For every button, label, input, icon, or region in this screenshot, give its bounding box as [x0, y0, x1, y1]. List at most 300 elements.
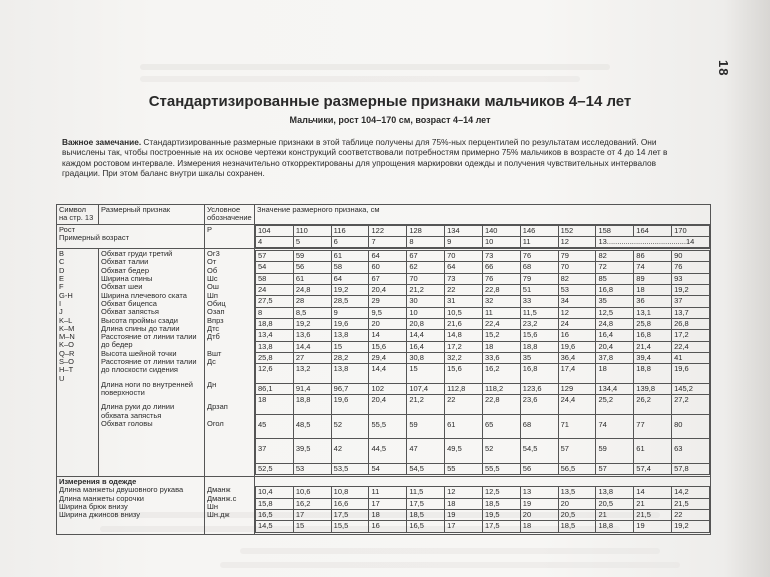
- value-cell: 54: [369, 463, 407, 474]
- value-cell: 22,8: [482, 395, 520, 415]
- value-cell: 86: [634, 251, 672, 262]
- value-cell: 53: [558, 285, 596, 296]
- value-cell: 139,8: [634, 383, 672, 394]
- value-cell: 21,5: [672, 498, 710, 509]
- value-cell: 21,4: [634, 341, 672, 352]
- value-cell: 12,5: [596, 307, 634, 318]
- values-grid: [255, 250, 710, 475]
- value-cell: 19,6: [331, 395, 369, 415]
- value-cell: 56: [293, 262, 331, 273]
- value-cell: 17,5: [407, 498, 445, 509]
- age-cell: 11: [520, 236, 558, 247]
- value-cell: 24,8: [293, 285, 331, 296]
- value-cell: 16,2: [293, 498, 331, 509]
- value-cell: 70: [445, 251, 483, 262]
- symbol-cell: M–N: [59, 332, 75, 342]
- value-cell: 17,2: [672, 330, 710, 341]
- age-cell: 7: [369, 236, 407, 247]
- age-cell: 4: [256, 236, 294, 247]
- value-cell: 19,5: [482, 510, 520, 521]
- value-cell: 29: [369, 296, 407, 307]
- header-code: Условное обозначение: [205, 205, 255, 225]
- value-cell: 36: [634, 296, 672, 307]
- value-cell: 62: [407, 262, 445, 273]
- value-cell: 64: [369, 251, 407, 262]
- value-cell: 19,6: [331, 318, 369, 329]
- value-cell: 118,2: [482, 383, 520, 394]
- symbol-cell: H–T: [59, 365, 74, 375]
- table-header: [57, 205, 711, 225]
- value-cell: 18: [369, 510, 407, 521]
- feature-code: Дн: [207, 379, 217, 389]
- value-cell: 8,5: [293, 307, 331, 318]
- bleed-through-text: [140, 64, 610, 70]
- value-cell: 13,2: [293, 364, 331, 384]
- value-cell: 59: [407, 414, 445, 439]
- value-cell: 18: [596, 364, 634, 384]
- value-cell: 41: [672, 352, 710, 363]
- feature-name: Ширина плечевого ската: [101, 290, 187, 300]
- value-cell: 44,5: [369, 439, 407, 464]
- value-cell: 19,2: [672, 521, 710, 532]
- symbol-cell: C: [59, 257, 65, 267]
- code-column: [207, 250, 252, 428]
- feature-name: Длина руки до линии обхвата запястья: [101, 402, 175, 420]
- value-cell: 51: [520, 285, 558, 296]
- value-cell: 14: [369, 330, 407, 341]
- value-cell: 102: [369, 383, 407, 394]
- value-cell: 19,6: [558, 341, 596, 352]
- value-cell: 56,5: [558, 463, 596, 474]
- feature-name: Обхват груди третий: [101, 249, 173, 259]
- value-cell: 10,6: [293, 487, 331, 498]
- value-cell: 55,5: [482, 463, 520, 474]
- value-cell: 18,8: [596, 521, 634, 532]
- value-cell: 33: [520, 296, 558, 307]
- value-cell: 54,5: [407, 463, 445, 474]
- growth-row: [57, 224, 711, 249]
- value-cell: 15,5: [331, 521, 369, 532]
- value-cell: 39,5: [293, 439, 331, 464]
- value-cell: 12,5: [482, 487, 520, 498]
- value-cell: 32: [482, 296, 520, 307]
- value-cell: 112,8: [445, 383, 483, 394]
- value-cell: 17,4: [558, 364, 596, 384]
- value-cell: 59: [293, 251, 331, 262]
- value-cell: 25,2: [596, 395, 634, 415]
- value-cell: 20: [369, 318, 407, 329]
- table-row: [256, 285, 710, 296]
- value-cell: 17,5: [331, 510, 369, 521]
- age-cell: 8: [407, 236, 445, 247]
- growth-label: Рост: [59, 224, 76, 234]
- value-cell: 14,4: [369, 364, 407, 384]
- value-cell: 16,5: [256, 510, 294, 521]
- value-cell: 13: [520, 487, 558, 498]
- value-cell: 45: [256, 414, 294, 439]
- value-cell: 15: [407, 364, 445, 384]
- garment-values-grid: [255, 486, 710, 532]
- value-cell: 18,5: [558, 521, 596, 532]
- value-cell: 61: [331, 251, 369, 262]
- value-cell: 65: [482, 414, 520, 439]
- feature-code: Об: [207, 265, 218, 275]
- value-cell: 15: [293, 521, 331, 532]
- header-symbol: Символ на стр. 13: [57, 205, 99, 225]
- value-cell: 22,4: [482, 318, 520, 329]
- age-cell: 5: [293, 236, 331, 247]
- feature-code: Обиц: [207, 298, 226, 308]
- feature-column: [101, 250, 202, 428]
- feature-name: Длина ноги по внутренней поверхности: [101, 379, 193, 397]
- note-text: Стандартизированные размерные признаки в этой таблице получены для 75%-ных перцентилей по результатам исследований. Они вычислены так, чтобы построенные на их основе чертежи конструкций соответствовали потребностям примерно 75% мальчиков в возрасте от 4 до 14 лет в каждом ростовом интервале. Измерения незначительно откорректированы для упрощения маркировки одежды и получения чувствительных интервалов градации. При этом баланс внутри шкалы сохранен.: [62, 137, 668, 179]
- table-row: [256, 262, 710, 273]
- value-cell: 96,7: [331, 383, 369, 394]
- header-values: Значение размерного признака, см: [255, 205, 711, 225]
- table-row: [256, 364, 710, 384]
- value-cell: 20: [520, 510, 558, 521]
- value-cell: 76: [520, 251, 558, 262]
- table-row: [256, 510, 710, 521]
- value-cell: 18,5: [407, 510, 445, 521]
- value-cell: 76: [672, 262, 710, 273]
- value-cell: 24,8: [596, 318, 634, 329]
- feature-name: Ширина спины: [101, 274, 153, 284]
- value-cell: 29,4: [369, 352, 407, 363]
- value-cell: 19,2: [293, 318, 331, 329]
- value-cell: 54: [256, 262, 294, 273]
- bleed-through-text: [240, 548, 660, 554]
- value-cell: 22,4: [672, 341, 710, 352]
- value-cell: 129: [558, 383, 596, 394]
- value-cell: 13,4: [256, 330, 294, 341]
- symbol-cell: G-H: [59, 290, 73, 300]
- height-cell: 158: [596, 225, 634, 236]
- table-row: [256, 383, 710, 394]
- value-cell: 27,2: [672, 395, 710, 415]
- important-note: [62, 137, 680, 179]
- page-number: 18: [716, 60, 731, 77]
- value-cell: 17: [369, 498, 407, 509]
- value-cell: 21,2: [407, 395, 445, 415]
- value-cell: 25,8: [256, 352, 294, 363]
- value-cell: 74: [634, 262, 672, 273]
- value-cell: 13,5: [558, 487, 596, 498]
- value-cell: 10: [407, 307, 445, 318]
- table-row: [256, 318, 710, 329]
- symbol-cell: K–M: [59, 323, 75, 333]
- value-cell: 54,5: [520, 439, 558, 464]
- value-cell: 61: [445, 414, 483, 439]
- value-cell: 76: [482, 273, 520, 284]
- value-cell: 70: [407, 273, 445, 284]
- value-cell: 20,8: [407, 318, 445, 329]
- feature-code: Озап: [207, 307, 225, 317]
- table-row: [256, 463, 710, 474]
- value-cell: 71: [558, 414, 596, 439]
- value-cell: 77: [634, 414, 672, 439]
- value-cell: 21,6: [445, 318, 483, 329]
- bleed-through-text: [140, 76, 580, 82]
- value-cell: 55: [445, 463, 483, 474]
- feature-code: Дтс: [207, 323, 220, 333]
- value-cell: 30,8: [407, 352, 445, 363]
- feature-code: Дтб: [207, 332, 220, 342]
- value-cell: 22: [672, 510, 710, 521]
- value-cell: 90: [672, 251, 710, 262]
- feature-code: Шп: [207, 290, 218, 300]
- value-cell: 37: [672, 296, 710, 307]
- value-cell: 82: [558, 273, 596, 284]
- feature-code: От: [207, 257, 217, 267]
- table-row: [256, 307, 710, 318]
- feature-name: Высота шейной точки: [101, 348, 177, 358]
- value-cell: 23,2: [520, 318, 558, 329]
- age-range-cell: 13......................................14: [596, 236, 710, 247]
- value-cell: 49,5: [445, 439, 483, 464]
- value-cell: 17: [445, 521, 483, 532]
- symbol-cell: J: [59, 307, 63, 317]
- value-cell: 21,5: [634, 510, 672, 521]
- value-cell: 57,4: [634, 463, 672, 474]
- header-feature: Размерный признак: [99, 205, 205, 225]
- value-cell: 21: [596, 510, 634, 521]
- value-cell: 67: [407, 251, 445, 262]
- value-cell: 145,2: [672, 383, 710, 394]
- value-cell: 24: [558, 318, 596, 329]
- value-cell: 73: [482, 251, 520, 262]
- value-cell: 20,4: [369, 395, 407, 415]
- value-cell: 19: [520, 498, 558, 509]
- feature-name: Обхват головы: [101, 418, 153, 428]
- height-cell: 104: [256, 225, 294, 236]
- height-cell: 140: [482, 225, 520, 236]
- feature-name: Обхват шеи: [101, 282, 143, 292]
- value-cell: 107,4: [407, 383, 445, 394]
- table-row: [256, 521, 710, 532]
- value-cell: 57,8: [672, 463, 710, 474]
- garment-feature-name: Ширина джинсов внизу: [59, 510, 141, 520]
- feature-code: Ош: [207, 282, 219, 292]
- value-cell: 11,5: [520, 307, 558, 318]
- feature-code: Вшт: [207, 348, 222, 358]
- value-cell: 18: [445, 498, 483, 509]
- value-cell: 19,2: [672, 285, 710, 296]
- body-measure-block: [57, 249, 711, 477]
- symbol-cell: E: [59, 274, 65, 284]
- feature-name: Обхват талии: [101, 257, 149, 267]
- value-cell: 16,8: [520, 364, 558, 384]
- value-cell: 42: [331, 439, 369, 464]
- value-cell: 11: [482, 307, 520, 318]
- value-cell: 18,8: [293, 395, 331, 415]
- value-cell: 53: [293, 463, 331, 474]
- value-cell: 79: [520, 273, 558, 284]
- value-cell: 31: [445, 296, 483, 307]
- garment-feature-code: Шн: [207, 502, 219, 512]
- value-cell: 67: [369, 273, 407, 284]
- value-cell: 13,1: [634, 307, 672, 318]
- value-cell: 12,6: [256, 364, 294, 384]
- value-cell: 8: [256, 307, 294, 318]
- garment-section-title: Измерения в одежде: [59, 477, 137, 487]
- value-cell: 57: [596, 463, 634, 474]
- value-cell: 16,5: [407, 521, 445, 532]
- feature-name: Обхват бицепса: [101, 298, 157, 308]
- value-cell: 13,8: [256, 341, 294, 352]
- growth-code: Р: [205, 224, 255, 249]
- feature-name: Расстояние от линии талии до плоскости сидения: [101, 357, 197, 375]
- value-cell: 10,5: [445, 307, 483, 318]
- value-cell: 24: [256, 285, 294, 296]
- note-bold: Важное замечание.: [62, 137, 142, 147]
- feature-name: Расстояние от линии талии до бедер: [101, 332, 197, 350]
- value-cell: 19: [445, 510, 483, 521]
- value-cell: 89: [634, 273, 672, 284]
- value-cell: 86,1: [256, 383, 294, 394]
- value-cell: 12: [558, 307, 596, 318]
- feature-code: Дрзап: [207, 402, 228, 412]
- value-cell: 22,8: [482, 285, 520, 296]
- value-cell: 25,8: [634, 318, 672, 329]
- value-cell: 20,4: [596, 341, 634, 352]
- value-cell: 52,5: [256, 463, 294, 474]
- value-cell: 27: [293, 352, 331, 363]
- value-cell: 19,2: [331, 285, 369, 296]
- value-cell: 9,5: [369, 307, 407, 318]
- value-cell: 11: [369, 487, 407, 498]
- value-cell: 20,5: [558, 510, 596, 521]
- value-cell: 35: [520, 352, 558, 363]
- value-cell: 18: [634, 285, 672, 296]
- value-cell: 53,5: [331, 463, 369, 474]
- feature-code: Шс: [207, 274, 218, 284]
- value-cell: 33,6: [482, 352, 520, 363]
- value-cell: 18,8: [634, 364, 672, 384]
- value-cell: 28,5: [331, 296, 369, 307]
- symbol-cell: D: [59, 265, 65, 275]
- value-cell: 24,4: [558, 395, 596, 415]
- table-row: [256, 273, 710, 284]
- table-row: [256, 498, 710, 509]
- value-cell: 48,5: [293, 414, 331, 439]
- value-cell: 20,5: [596, 498, 634, 509]
- garment-feature-column: [59, 486, 202, 519]
- table-row: [256, 330, 710, 341]
- value-cell: 14,4: [293, 341, 331, 352]
- value-cell: 123,6: [520, 383, 558, 394]
- value-cell: 10,4: [256, 487, 294, 498]
- value-cell: 15,6: [445, 364, 483, 384]
- value-cell: 28: [293, 296, 331, 307]
- value-cell: 61: [634, 439, 672, 464]
- value-cell: 63: [672, 439, 710, 464]
- feature-name: Длина спины до талии: [101, 323, 180, 333]
- value-cell: 64: [331, 273, 369, 284]
- garment-feature-name: Ширина брюк внизу: [59, 502, 128, 512]
- page-title: Стандартизированные размерные признаки мальчиков 4–14 лет: [148, 93, 632, 110]
- value-cell: 13,8: [596, 487, 634, 498]
- value-cell: 17,5: [482, 521, 520, 532]
- value-cell: 91,4: [293, 383, 331, 394]
- garment-feature-code: Дманж.с: [207, 493, 237, 503]
- height-cell: 128: [407, 225, 445, 236]
- garment-feature-code: Дманж: [207, 485, 231, 495]
- feature-code: Впрз: [207, 315, 224, 325]
- value-cell: 15,6: [520, 330, 558, 341]
- value-cell: 13,8: [331, 364, 369, 384]
- value-cell: 56: [520, 463, 558, 474]
- age-cell: 6: [331, 236, 369, 247]
- table-row: [256, 487, 710, 498]
- value-cell: 60: [369, 262, 407, 273]
- value-cell: 17,2: [445, 341, 483, 352]
- symbol-column: [59, 250, 96, 399]
- feature-name: Обхват запястья: [101, 307, 159, 317]
- value-cell: 16,2: [482, 364, 520, 384]
- garment-feature-name: Длина манжеты сорочки: [59, 493, 144, 503]
- value-cell: 14: [634, 487, 672, 498]
- value-cell: 16,6: [331, 498, 369, 509]
- value-cell: 35: [596, 296, 634, 307]
- value-cell: 14,8: [445, 330, 483, 341]
- value-cell: 16,4: [407, 341, 445, 352]
- value-cell: 18: [520, 521, 558, 532]
- value-cell: 34: [558, 296, 596, 307]
- value-cell: 9: [331, 307, 369, 318]
- value-cell: 18,8: [520, 341, 558, 352]
- value-cell: 58: [331, 262, 369, 273]
- value-cell: 18,8: [256, 318, 294, 329]
- symbol-cell: B: [59, 249, 65, 259]
- value-cell: 52: [482, 439, 520, 464]
- value-cell: 18,5: [482, 498, 520, 509]
- height-cell: 146: [520, 225, 558, 236]
- value-cell: 15,8: [256, 498, 294, 509]
- value-cell: 72: [596, 262, 634, 273]
- value-cell: 19: [634, 521, 672, 532]
- value-cell: 16: [558, 330, 596, 341]
- value-cell: 134,4: [596, 383, 634, 394]
- value-cell: 16: [369, 521, 407, 532]
- value-cell: 22: [445, 285, 483, 296]
- table-row: [256, 352, 710, 363]
- symbol-cell: K–L: [59, 315, 73, 325]
- value-cell: 30: [407, 296, 445, 307]
- value-cell: 12: [445, 487, 483, 498]
- value-cell: 39,4: [634, 352, 672, 363]
- age-cell: 10: [482, 236, 520, 247]
- value-cell: 18: [482, 341, 520, 352]
- value-cell: 64: [445, 262, 483, 273]
- height-row: [256, 225, 710, 236]
- symbol-cell: K–O: [59, 340, 75, 350]
- value-cell: 73: [445, 273, 483, 284]
- table-row: [256, 341, 710, 352]
- height-cell: 134: [445, 225, 483, 236]
- age-row: [256, 236, 710, 247]
- feature-name: Высота проймы сзади: [101, 315, 178, 325]
- value-cell: 14,4: [407, 330, 445, 341]
- value-cell: 16,4: [596, 330, 634, 341]
- value-cell: 20: [558, 498, 596, 509]
- symbol-cell: I: [59, 298, 62, 308]
- feature-code: Ог3: [207, 249, 220, 259]
- symbol-cell: [59, 391, 96, 399]
- symbol-cell: F: [59, 282, 64, 292]
- value-cell: 37: [256, 439, 294, 464]
- value-cell: 37,8: [596, 352, 634, 363]
